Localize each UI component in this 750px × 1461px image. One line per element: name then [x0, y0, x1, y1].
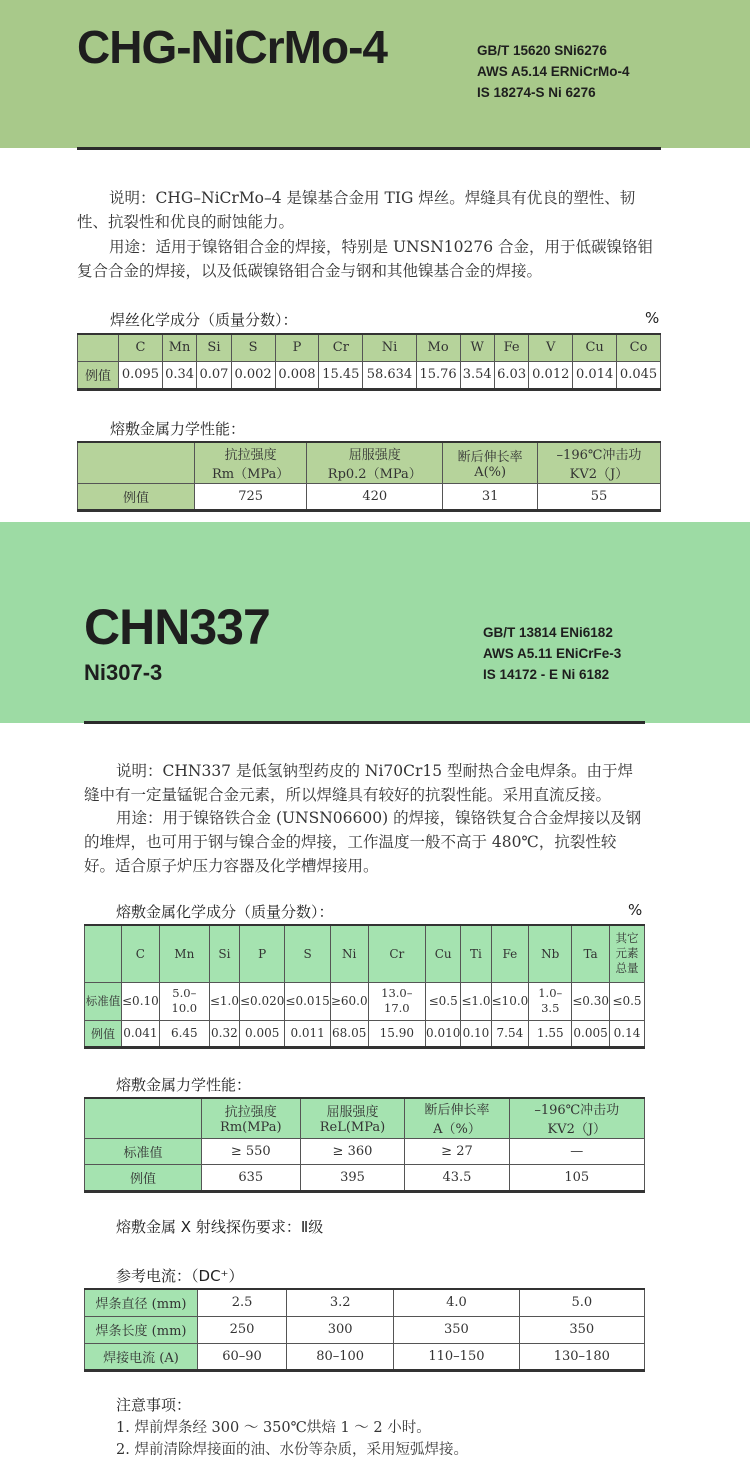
table-cell	[443, 442, 538, 483]
table-cell: ≤10.0	[491, 982, 529, 1020]
table-cell: 3.54	[460, 361, 494, 389]
table-cell: 标准值	[85, 1138, 202, 1164]
table-cell: C	[119, 334, 163, 361]
table-row	[85, 1343, 645, 1370]
chem-unit-2: %	[628, 901, 643, 919]
current-note: （DC⁺）	[191, 1267, 244, 1285]
table-cell: Ni	[330, 925, 368, 982]
use-text: 用于镍铬铁合金 (UNSN06600) 的焊接，镍铬铁复合合金焊接以及钢的堆焊，也可用于钢与镍合金的焊接，工作温度一般不高于 480℃，抗裂性较好。适合原子炉压力容器及化学槽焊接用。	[84, 809, 642, 875]
header-line: 屈服强度	[326, 1105, 379, 1121]
table-cell: ≥ 360	[300, 1138, 405, 1164]
table-cell: 55	[537, 483, 660, 510]
standards-2	[483, 622, 621, 685]
table-cell: 7.54	[491, 1020, 529, 1047]
note-item: 1. 焊前焊条经 300 ～ 350℃烘焙 1 ～ 2 小时。	[116, 1420, 431, 1436]
table-cell: 420	[307, 483, 443, 510]
chem-title-2: 熔敷金属化学成分（质量分数）：	[116, 903, 334, 921]
table-cell	[509, 1098, 644, 1138]
table-cell: 725	[195, 483, 307, 510]
product-title-1: CHG-NiCrMo-4	[77, 21, 387, 73]
table-cell: 80–100	[287, 1343, 394, 1370]
table-cell	[202, 1098, 301, 1138]
table-cell: 105	[509, 1164, 644, 1191]
divider	[84, 721, 645, 724]
table-cell: 4.0	[394, 1289, 519, 1316]
note-item: 2. 焊前清除焊接面的油、水份等杂质，采用短弧焊接。	[116, 1442, 468, 1458]
table-cell: 300	[287, 1316, 394, 1343]
table-cell: 0.14	[610, 1020, 645, 1047]
header-line: KV2（J）	[569, 466, 629, 482]
table-cell: C	[122, 925, 160, 982]
usage-2	[84, 806, 645, 878]
table-row	[85, 1164, 645, 1191]
header-line: 抗拉强度	[224, 1105, 277, 1121]
table-cell: 350	[394, 1316, 519, 1343]
table-cell	[78, 334, 119, 361]
table-cell: 焊条直径 (mm)	[85, 1289, 198, 1316]
product-title-2: CHN337	[84, 599, 270, 655]
current-table	[84, 1288, 645, 1372]
desc-text: CHG–NiCrMo–4 是镍基合金用 TIG 焊丝。焊缝具有优良的塑性、韧性、抗裂性和优良的耐蚀能力。	[77, 189, 636, 231]
table-cell: 其它元素总量	[610, 925, 645, 982]
product-subtitle-2: Ni307-3	[84, 660, 163, 685]
table-cell: V	[529, 334, 573, 361]
table-cell: 2.5	[198, 1289, 287, 1316]
table-cell: P	[239, 925, 284, 982]
table-cell: 0.34	[162, 361, 196, 389]
desc-label: 说明：	[116, 762, 163, 780]
table-cell: 例值	[85, 1020, 122, 1047]
table-cell: 350	[519, 1316, 644, 1343]
table-row	[85, 1316, 645, 1343]
table-cell: Mn	[159, 925, 209, 982]
mech-table-1	[77, 441, 661, 512]
table-cell: 0.32	[209, 1020, 239, 1047]
description-2	[84, 759, 645, 807]
table-cell: 635	[202, 1164, 301, 1191]
use-text: 适用于镍铬钼合金的焊接，特别是 UNSN10276 合金，用于低碳镍铬钼复合合金的焊接，以及低碳镍铬钼合金与钢和其他镍基合金的焊接。	[77, 238, 653, 280]
header-line: 屈服强度	[348, 447, 401, 463]
table-cell: Co	[617, 334, 661, 361]
current-label: 参考电流：	[116, 1267, 192, 1285]
table-cell: Ni	[363, 334, 416, 361]
table-cell: ≤0.015	[285, 982, 330, 1020]
table-cell: 0.045	[617, 361, 661, 389]
table-cell: Cr	[368, 925, 425, 982]
table-cell	[537, 442, 660, 483]
table-cell: 例值	[78, 483, 195, 510]
header-line: KV2（J）	[547, 1122, 607, 1138]
table-cell: ≥60.0	[330, 982, 368, 1020]
desc-text: CHN337 是低氢钠型药皮的 Ni70Cr15 型耐热合金电焊条。由于焊缝中有一定量锰铌合金元素，所以焊缝具有较好的抗裂性能。采用直流反接。	[84, 762, 634, 804]
table-cell	[85, 1098, 202, 1138]
description-1	[77, 186, 661, 234]
table-cell: 395	[300, 1164, 405, 1191]
table-cell: 31	[443, 483, 538, 510]
standard-line: AWS A5.14 ERNiCrMo-4	[477, 64, 630, 79]
table-cell: 250	[198, 1316, 287, 1343]
table-cell: —	[509, 1138, 644, 1164]
table-cell: 0.041	[122, 1020, 160, 1047]
table-cell: 0.07	[197, 361, 231, 389]
table-cell: 5.0–10.0	[159, 982, 209, 1020]
table-cell: ≤1.0	[461, 982, 491, 1020]
table-cell: 130–180	[519, 1343, 644, 1370]
table-cell: 68.05	[330, 1020, 368, 1047]
table-cell: 60–90	[198, 1343, 287, 1370]
table-header-row	[78, 334, 661, 361]
header-line: Rm(MPa)	[220, 1120, 282, 1136]
header-line: A（%）	[433, 1122, 481, 1138]
mech-title-2: 熔敷金属力学性能：	[116, 1076, 252, 1094]
table-cell: 0.005	[239, 1020, 284, 1047]
table-row	[85, 1138, 645, 1164]
table-cell: 0.005	[572, 1020, 610, 1047]
table-cell: 43.5	[405, 1164, 509, 1191]
table-cell: ≤0.020	[239, 982, 284, 1020]
header-line: 断后伸长率	[457, 449, 523, 465]
header-line: ReL(MPa)	[319, 1120, 386, 1136]
divider	[77, 147, 661, 150]
table-header-row	[85, 925, 645, 982]
table-cell: 焊接电流 (A)	[85, 1343, 198, 1370]
table-cell: 15.90	[368, 1020, 425, 1047]
table-cell: Cu	[573, 334, 617, 361]
use-label: 用途：	[109, 238, 156, 256]
standards-1	[477, 40, 630, 103]
table-cell: 例值	[78, 361, 119, 389]
usage-1	[77, 235, 661, 283]
table-cell: 0.008	[275, 361, 319, 389]
use-label: 用途：	[116, 809, 163, 827]
table-cell: ≤1.0	[209, 982, 239, 1020]
table-cell: W	[460, 334, 494, 361]
header-line: Rm（MPa）	[211, 466, 290, 482]
header-line: Rp0.2（MPa）	[327, 466, 422, 482]
table-cell: ≤0.5	[426, 982, 461, 1020]
header-line: –196℃冲击功	[556, 447, 642, 463]
table-row	[85, 1289, 645, 1316]
table-cell: 1.55	[529, 1020, 572, 1047]
table-row	[78, 361, 661, 389]
table-cell: 58.634	[363, 361, 416, 389]
header-line: 抗拉强度	[224, 447, 277, 463]
table-cell: Nb	[529, 925, 572, 982]
table-cell: 110–150	[394, 1343, 519, 1370]
table-cell: Mn	[162, 334, 196, 361]
table-cell	[195, 442, 307, 483]
current-title	[116, 1265, 243, 1286]
table-cell: ≥ 27	[405, 1138, 509, 1164]
table-header-row	[78, 442, 661, 483]
desc-label: 说明：	[109, 189, 156, 207]
table-cell: Mo	[416, 334, 460, 361]
table-cell: 焊条长度 (mm)	[85, 1316, 198, 1343]
notes-list	[116, 1417, 468, 1461]
table-cell: 0.011	[285, 1020, 330, 1047]
table-cell: 1.0–3.5	[529, 982, 572, 1020]
mech-title-1: 熔敷金属力学性能：	[110, 420, 246, 438]
table-row	[85, 1020, 645, 1047]
chem-title-1: 焊丝化学成分（质量分数）：	[110, 311, 298, 329]
table-cell: 3.2	[287, 1289, 394, 1316]
table-cell	[307, 442, 443, 483]
standard-line: GB/T 13814 ENi6182	[483, 625, 613, 640]
header-line: A(%)	[474, 464, 507, 480]
table-cell: Fe	[491, 925, 529, 982]
table-cell: 13.0–17.0	[368, 982, 425, 1020]
table-row	[85, 982, 645, 1020]
table-cell: S	[285, 925, 330, 982]
chem-table-2	[84, 924, 645, 1049]
table-cell: Ti	[461, 925, 491, 982]
table-cell: 0.002	[231, 361, 275, 389]
table-cell	[300, 1098, 405, 1138]
table-cell: 例值	[85, 1164, 202, 1191]
table-cell	[405, 1098, 509, 1138]
table-cell	[78, 442, 195, 483]
standard-line: IS 18274-S Ni 6276	[477, 85, 596, 100]
table-cell: 0.095	[119, 361, 163, 389]
table-cell: Cr	[319, 334, 363, 361]
table-cell: P	[275, 334, 319, 361]
table-cell: 0.010	[426, 1020, 461, 1047]
mech-table-2	[84, 1097, 645, 1193]
table-cell: 6.03	[494, 361, 528, 389]
table-cell: ≤0.10	[122, 982, 160, 1020]
table-cell: Si	[209, 925, 239, 982]
table-row	[78, 483, 661, 510]
header-line: 断后伸长率	[424, 1103, 490, 1119]
table-cell: 标准值	[85, 982, 122, 1020]
table-cell: Ta	[572, 925, 610, 982]
table-cell: 15.76	[416, 361, 460, 389]
notes-title: 注意事项：	[116, 1396, 192, 1414]
table-cell: Cu	[426, 925, 461, 982]
table-cell: Si	[197, 334, 231, 361]
table-cell: 0.012	[529, 361, 573, 389]
xray-requirement: 熔敷金属 X 射线探伤要求：Ⅱ级	[116, 1218, 324, 1236]
header-line: –196℃冲击功	[534, 1103, 620, 1119]
table-cell: 15.45	[319, 361, 363, 389]
standard-line: IS 14172 - E Ni 6182	[483, 667, 610, 682]
table-cell: ≤0.5	[610, 982, 645, 1020]
table-cell: S	[231, 334, 275, 361]
table-cell: 5.0	[519, 1289, 644, 1316]
chem-unit-1: %	[645, 309, 660, 327]
table-cell: ≥ 550	[202, 1138, 301, 1164]
table-cell: 0.10	[461, 1020, 491, 1047]
standard-line: AWS A5.11 ENiCrFe-3	[483, 646, 622, 661]
table-cell: ≤0.30	[572, 982, 610, 1020]
table-cell: 6.45	[159, 1020, 209, 1047]
table-header-row	[85, 1098, 645, 1138]
chem-table-1	[77, 333, 661, 391]
table-cell: 0.014	[573, 361, 617, 389]
standard-line: GB/T 15620 SNi6276	[477, 43, 607, 58]
table-cell	[85, 925, 122, 982]
table-cell: Fe	[494, 334, 528, 361]
